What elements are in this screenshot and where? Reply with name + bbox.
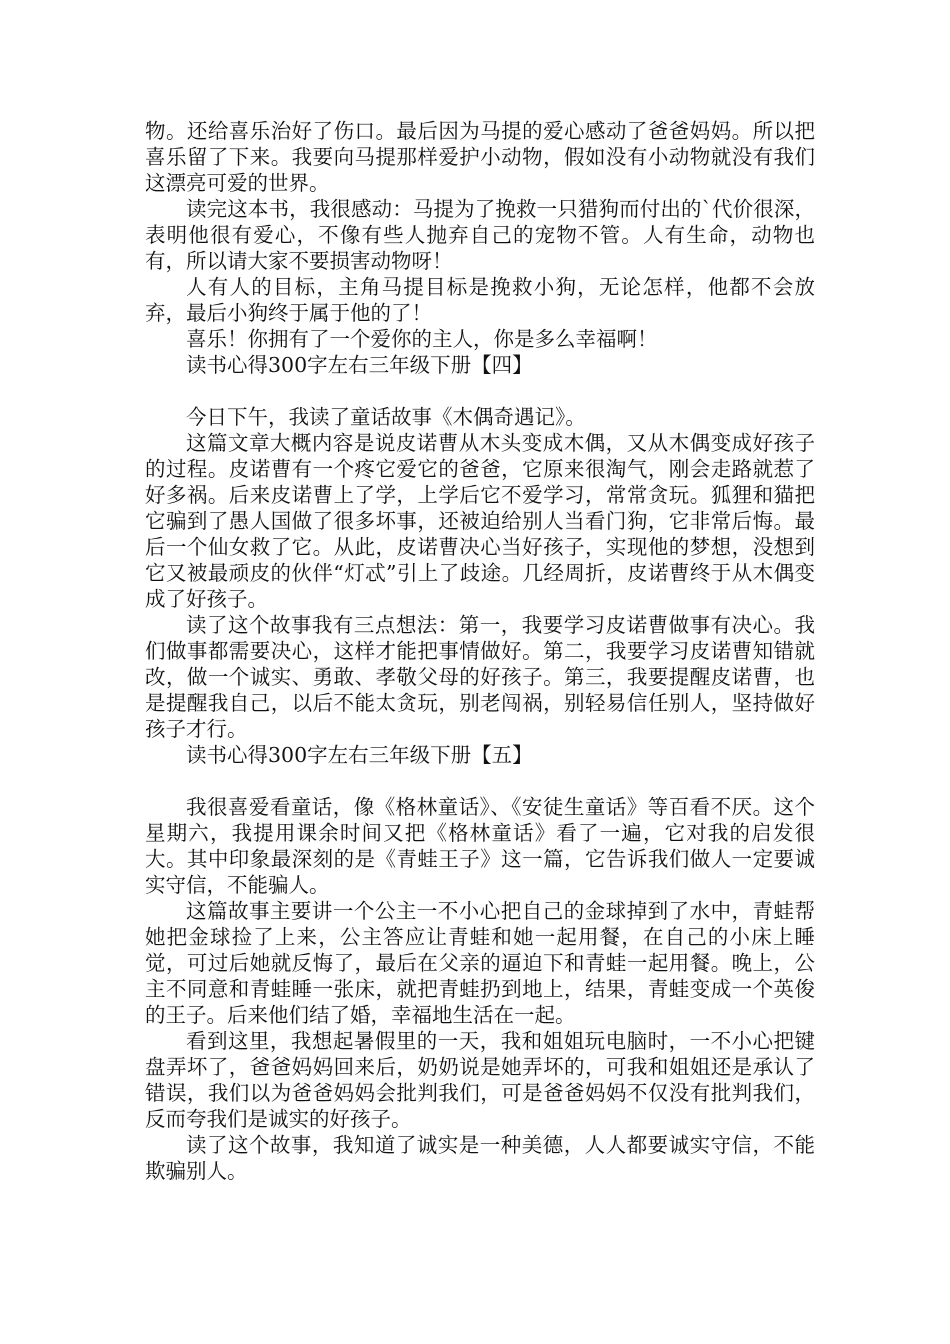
section-heading-5: 读书心得300字左右三年级下册【五】 <box>186 743 533 767</box>
paragraph: 读完这本书，我很感动：马提为了挽救一只猎狗而付出的`代价很深，表明他很有爱心，不像有些人抛弃自己的宠物不管。人有生命，动物也有，所以请大家不要损害动物呀！ <box>145 197 815 273</box>
paragraph: 看到这里，我想起暑假里的一天，我和姐姐玩电脑时，一不小心把键盘弄坏了，爸爸妈妈回来后，奶奶说是她弄坏的，可我和姐姐还是承认了错误，我们以为爸爸妈妈会批判我们，可是爸爸妈妈不仅没有批判我们，反而夸我们是诚实的好孩子。 <box>145 1029 815 1131</box>
paragraph: 读了这个故事，我知道了诚实是一种美德，人人都要诚实守信，不能欺骗别人。 <box>145 1133 815 1183</box>
document-page <box>145 118 815 1184</box>
paragraph: 我很喜爱看童话，像《格林童话》、《安徒生童话》等百看不厌。这个星期六，我提用课余时间又把《格林童话》看了一遍，它对我的启发很大。其中印象最深刻的是《青蛙王子》这一篇，它告诉我们做人一定要诚实守信，不能骗人。 <box>145 795 815 897</box>
paragraph: 这篇文章大概内容是说皮诺曹从木头变成木偶，又从木偶变成好孩子的过程。皮诺曹有一个疼它爱它的爸爸，它原来很淘气，刚会走路就惹了好多祸。后来皮诺曹上了学，上学后它不爱学习，常常贪玩。狐狸和猫把它骗到了愚人国做了很多坏事，还被迫给别人当看门狗，它非常后悔。最后一个仙女救了它。从此，皮诺曹决心当好孩子，实现他的梦想，没想到它又被最顽皮的伙伴“灯忒”引上了歧途。几经周折，皮诺曹终于从木偶变成了好孩子。 <box>145 431 815 611</box>
blank-line <box>145 768 815 794</box>
section-heading-4: 读书心得300字左右三年级下册【四】 <box>186 353 533 377</box>
paragraph-continuation: 物。还给喜乐治好了伤口。最后因为马提的爱心感动了爸爸妈妈。所以把喜乐留了下来。我要向马提那样爱护小动物，假如没有小动物就没有我们这漂亮可爱的世界。 <box>145 119 815 195</box>
paragraph: 喜乐！你拥有了一个爱你的主人，你是多么幸福啊！ <box>186 327 658 351</box>
paragraph: 读了这个故事我有三点想法：第一，我要学习皮诺曹做事有决心。我们做事都需要决心，这样才能把事情做好。第二，我要学习皮诺曹知错就改，做一个诚实、勇敢、孝敬父母的好孩子。第三，我要提醒皮诺曹，也是提醒我自己，以后不能太贪玩，别老闯祸，别轻易信任别人，坚持做好孩子才行。 <box>145 613 815 741</box>
paragraph: 人有人的目标，主角马提目标是挽救小狗，无论怎样，他都不会放弃，最后小狗终于属于他的了！ <box>145 275 815 325</box>
paragraph: 这篇故事主要讲一个公主一不小心把自己的金球掉到了水中，青蛙帮她把金球捡了上来，公主答应让青蛙和她一起用餐，在自己的小床上睡觉，可过后她就反悔了，最后在父亲的逼迫下和青蛙一起用餐。晚上，公主不同意和青蛙睡一张床，就把青蛙扔到地上，结果，青蛙变成一个英俊的王子。后来他们结了婚，幸福地生活在一起。 <box>145 899 815 1027</box>
paragraph: 今日下午，我读了童话故事《木偶奇遇记》。 <box>186 405 586 429</box>
blank-line <box>145 378 815 404</box>
